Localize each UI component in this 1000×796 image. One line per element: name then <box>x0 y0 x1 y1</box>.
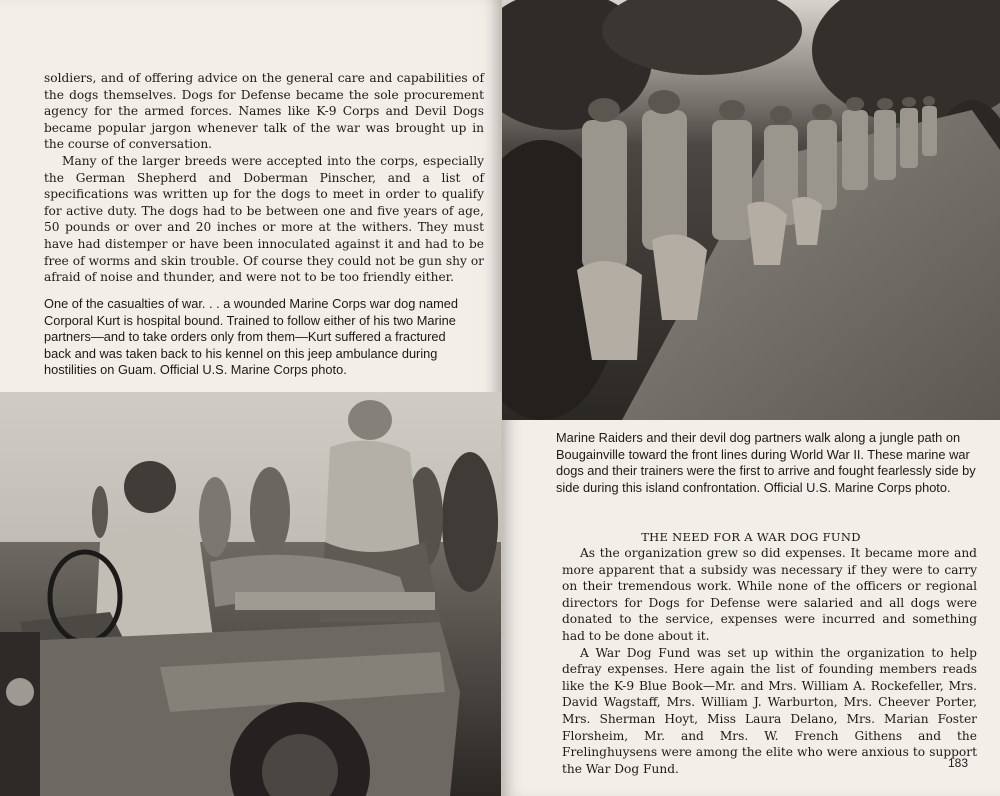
marine-raiders-photo <box>502 0 1000 420</box>
left-paragraph-1: soldiers, and of offering advice on the general care and capabilities of the dogs themselves. Dogs for Defense became the sole procurement agency for the armed forces. Names like K-9 Corps and Devil Dogs became popular jargon whenever talk of the war was brought up in the course of conversation. <box>44 71 484 152</box>
jeep-photo-caption: One of the casualties of war. . . a wounded Marine Corps war dog named Corporal Kurt is hospital bound. Trained to follow either of his two Marine partners—and to take orders only from them—Kurt suffered a fractured back and was taken back to his kennel on this jeep ambulance during hostilities on Guam. Official U.S. Marine Corps photo. <box>44 296 458 378</box>
right-body-text <box>562 545 977 777</box>
right-paragraph-2: A War Dog Fund was set up within the organization to help defray expenses. Here again the list of founding members reads like the K-9 Blue Book—Mr. and Mrs. William A. Rockefeller, Mrs. David Wagstaff, Mrs. William J. Warburton, Mrs. Cheever Porter, Mrs. Sherman Hoyt, Miss Laura Delano, Mrs. Marian Foster Florsheim, Mr. and Mrs. W. French Githens and the Frelinghuysens were among the elite who were anxious to support the War Dog Fund. <box>562 645 977 776</box>
jeep-ambulance-photo <box>0 392 502 796</box>
raiders-photo-caption: Marine Raiders and their devil dog partners walk along a jungle path on Bougainville toward the front lines during World War II. These marine war dogs and their trainers were the first to arrive and fought fearlessly side by side during this island confrontation. Official U.S. Marine Corps photo. <box>556 430 976 495</box>
left-body-text <box>44 70 484 286</box>
right-page <box>502 0 1000 796</box>
right-paragraph-1: As the organization grew so did expenses. It became more and more apparent that a subsidy was necessary if they were to carry on their tremendous work. While none of the officers or regional directors for Dogs for Defense were salaried and all dogs were donated to the service, expenses were incurred and something had to be done about it. <box>562 546 977 643</box>
page-number: 183 <box>947 756 968 770</box>
section-heading: THE NEED FOR A WAR DOG FUND <box>641 530 861 544</box>
left-paragraph-2: Many of the larger breeds were accepted into the corps, especially the German Shepherd and Doberman Pinscher, and a list of specifications was written up for the dogs to meet in order to qualify for active duty. The dogs had to be between one and five years of age, 50 pounds or over and 20 inches or more at the withers. They must have had distemper or have been innoculated against it and had to be free of worms and skin trouble. Of course they could not be gun shy or afraid of noise and thunder, and were not to be too friendly either. <box>44 153 484 285</box>
